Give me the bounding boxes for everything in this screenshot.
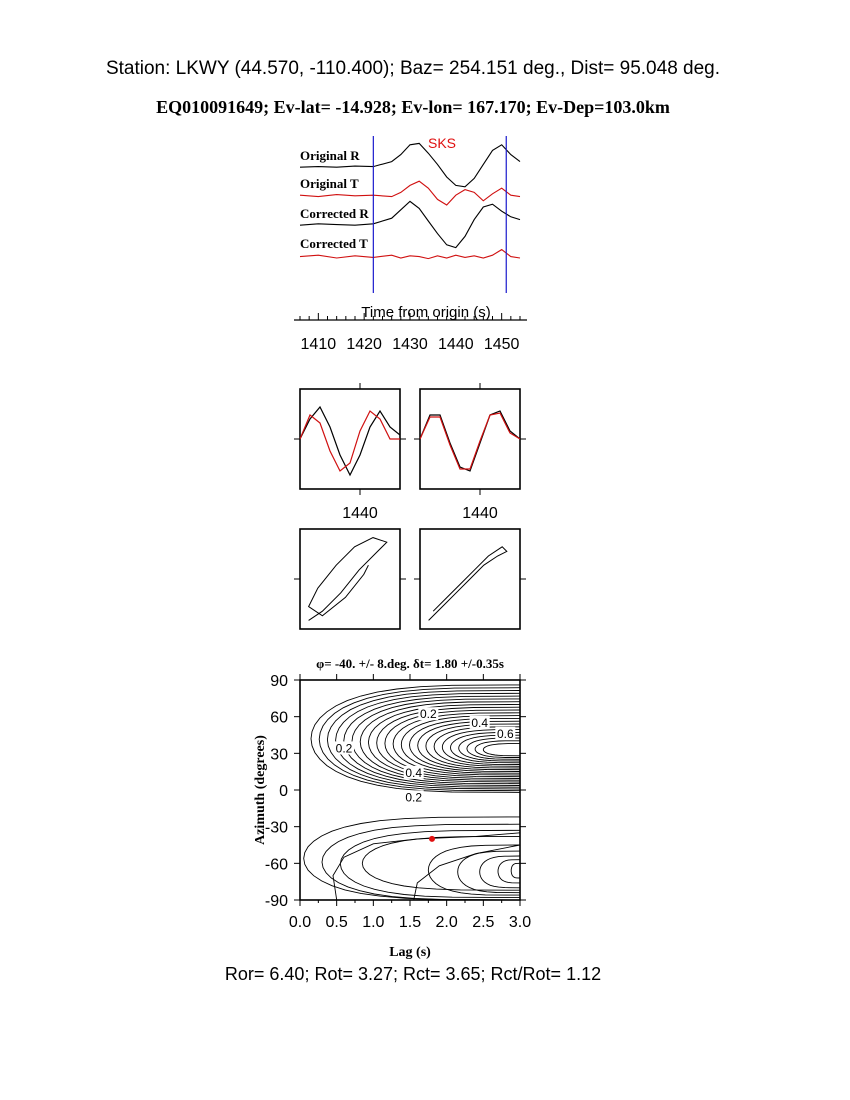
time-tick-label: 1440: [438, 336, 474, 353]
time-tick-label: 1410: [300, 336, 337, 353]
energy-ratios: Ror= 6.40; Rot= 3.27; Rct= 3.65; Rct/Rot= 1.12: [224, 964, 602, 984]
trace-label: Corrected R: [300, 206, 369, 221]
contour-label: 0.2: [335, 741, 353, 756]
particle-motion-corrected: [414, 529, 526, 629]
trace-label: Corrected T: [300, 236, 368, 251]
contour-label: 0.2: [419, 707, 437, 722]
azimuth-tick-label: -60: [264, 856, 288, 874]
lag-tick-label: 3.0: [508, 914, 532, 931]
time-tick-label: 1430: [392, 336, 428, 353]
particle-motion-path: [309, 538, 387, 621]
trace-label: Original R: [300, 148, 360, 163]
overlay-tick-label: 1440: [462, 505, 498, 522]
lag-tick-label: 1.5: [398, 914, 422, 931]
particle-motion-path: [429, 547, 507, 621]
waveform-overlay-original: [294, 383, 406, 522]
best-fit-point: [429, 836, 435, 842]
event-info: EQ010091649; Ev-lat= -14.928; Ev-lon= 167.170; Ev-Dep=103.0km: [156, 97, 670, 117]
seismogram-panel: [294, 135, 527, 353]
time-axis-label: Time from origin (s): [361, 304, 491, 321]
waveform-overlay-corrected: [414, 383, 526, 522]
overlay-trace: [420, 411, 520, 471]
contour-label: 0.2: [405, 790, 423, 805]
lag-tick-label: 0.0: [288, 914, 312, 931]
overlay-frame-corrected: [420, 389, 520, 489]
station-info: Station: LKWY (44.570, -110.400); Baz= 254.151 deg., Dist= 95.048 deg.: [105, 58, 721, 79]
contour-line: [304, 817, 520, 900]
contour-line: [511, 863, 520, 878]
contour-line: [362, 836, 520, 890]
contour-label: 0.4: [471, 715, 489, 730]
lag-tick-label: 1.0: [362, 914, 385, 931]
lag-axis-label: Lag (s): [389, 945, 431, 960]
splitting-result-title: φ= -40. +/- 8.deg. δt= 1.80 +/-0.35s: [316, 656, 504, 671]
azimuth-tick-label: 60: [270, 709, 288, 727]
phase-label: SKS: [427, 135, 457, 151]
azimuth-tick-label: -30: [264, 819, 288, 837]
trace-label: Original T: [300, 176, 359, 191]
contour-line: [458, 851, 520, 893]
azimuth-tick-label: 0: [279, 783, 288, 800]
contour-line: [414, 845, 520, 900]
time-tick-label: 1420: [346, 336, 382, 353]
azimuth-tick-label: 30: [270, 746, 288, 764]
particle-motion-original: [294, 529, 406, 629]
overlay-trace: [300, 407, 400, 475]
azimuth-axis-label: Azimuth (degrees): [253, 735, 268, 845]
energy-grid-panel: [253, 656, 531, 960]
lag-tick-label: 2.5: [472, 914, 495, 931]
azimuth-tick-label: -90: [264, 893, 288, 910]
lag-tick-label: 2.0: [435, 914, 458, 931]
contour-label: 0.6: [496, 726, 514, 741]
azimuth-tick-label: 90: [270, 673, 288, 690]
contour-line: [483, 744, 520, 756]
overlay-tick-label: 1440: [342, 505, 378, 522]
contour-label: 0.4: [405, 765, 423, 780]
time-tick-label: 1450: [483, 336, 520, 353]
lag-tick-label: 0.5: [325, 914, 348, 931]
